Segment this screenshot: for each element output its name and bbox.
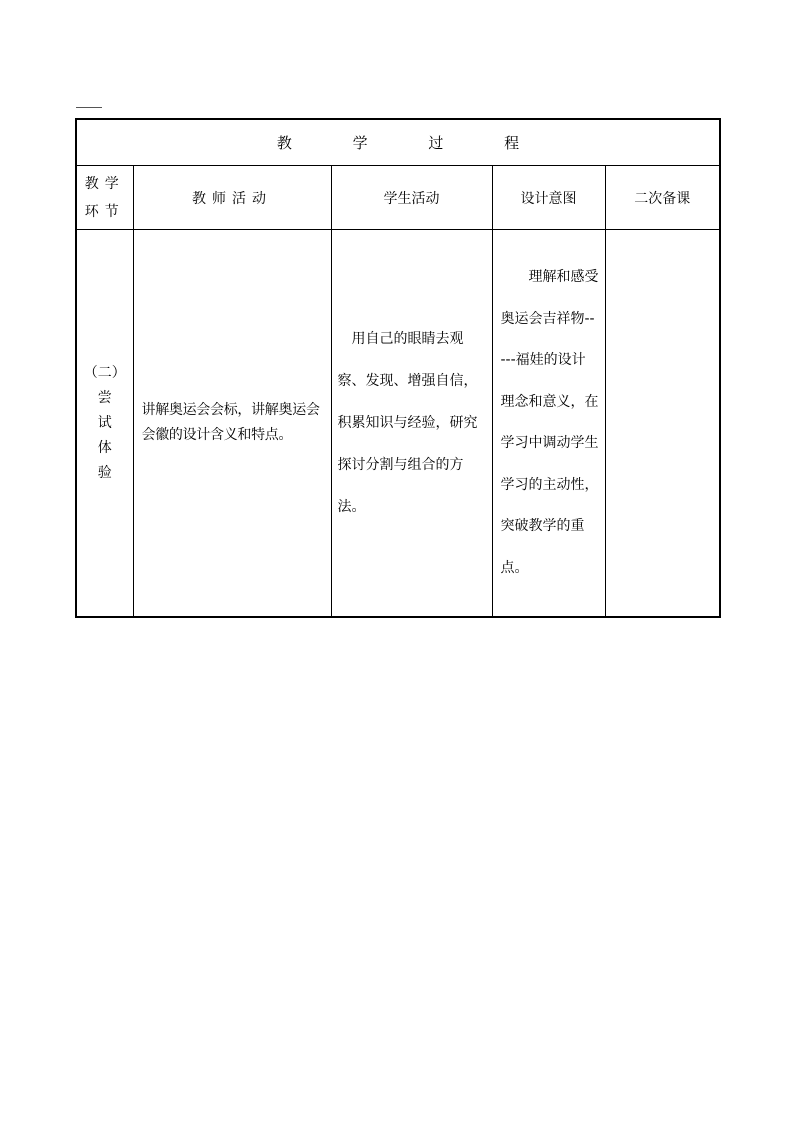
secondary-header-label: 二次备课	[634, 190, 691, 207]
student-header	[331, 166, 492, 230]
stage-header-line-2: 环节	[84, 203, 125, 220]
teacher-header-label: 教师活动	[192, 190, 272, 207]
table-title-row	[76, 119, 720, 166]
header-rule	[76, 107, 102, 108]
stage-line: 试	[97, 414, 112, 431]
table-title: 教 学 过 程	[276, 134, 548, 152]
teacher-activity-cell	[133, 230, 331, 618]
stage-line: 验	[97, 464, 112, 481]
stage-cell	[76, 230, 133, 618]
teacher-activity-text: 讲解奥运会会标，讲解奥运会会徽的设计含义和特点。	[141, 402, 320, 443]
teacher-header	[133, 166, 331, 230]
student-header-label: 学生活动	[383, 190, 440, 207]
design-intent-text: 理解和感受奥运会吉祥物-----福娃的设计理念和意义，在学习中调动学生学习的主动性，突破教学的重点。	[500, 269, 599, 576]
secondary-prep-cell[interactable]	[605, 230, 720, 618]
table-row	[76, 230, 720, 618]
design-intent-cell	[492, 230, 605, 618]
student-activity-text: 用自己的眼睛去观察、发现、增强自信，积累知识与经验，研究探讨分割与组合的方法。	[337, 331, 478, 515]
stage-header	[76, 166, 133, 230]
design-header-label: 设计意图	[520, 190, 577, 207]
stage-line: 体	[97, 439, 112, 456]
stage-header-line-1: 教学	[84, 175, 125, 192]
lesson-process-table	[75, 118, 721, 618]
table-title-cell	[76, 119, 720, 166]
stage-line: 尝	[97, 389, 112, 406]
stage-line: （二）	[83, 364, 126, 381]
student-activity-cell	[331, 230, 492, 618]
design-header	[492, 166, 605, 230]
secondary-header	[605, 166, 720, 230]
column-header-row	[76, 166, 720, 230]
